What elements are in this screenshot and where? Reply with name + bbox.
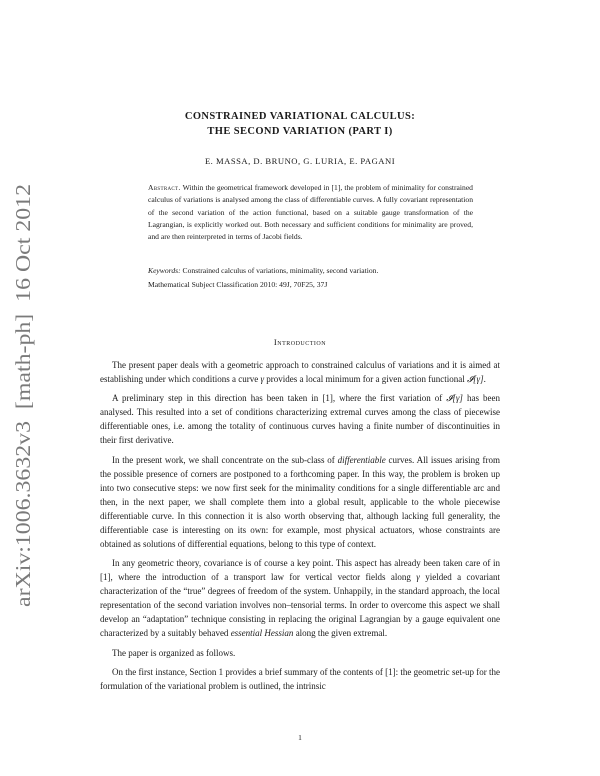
- math-inline: 𝓘[γ]: [466, 374, 484, 384]
- paper-title-line-1: CONSTRAINED VARIATIONAL CALCULUS:: [184, 111, 416, 122]
- arxiv-stamp: [4, 183, 38, 608]
- paragraph-text: provides a local minimum for a given action functional: [264, 374, 467, 384]
- paragraph-text: along the given extremal.: [293, 628, 388, 639]
- emphasis: differentiable: [337, 454, 386, 465]
- paragraph: [100, 646, 500, 660]
- abstract-text: Within the geometrical framework developed in [1], the problem of minimality for constrained calculus of variations is analysed among the class of differentiable curves. A fully covariant representation of the second variation of the action functional, based on a suitable gauge transformation of the Lagrangian, is explicitly worked out. Both necessary and sufficient conditions for minimality are proved, and are then reinterpreted in terms of Jacobi fields.: [148, 183, 473, 242]
- paragraph: [100, 665, 500, 693]
- abstract-label: Abstract.: [148, 183, 181, 192]
- paragraph-text: The paper is organized as follows.: [112, 647, 236, 658]
- keywords-label: Keywords:: [148, 266, 181, 275]
- paragraph-text: On the first instance, Section 1 provides a brief summary of the contents of [1]: the geometric set-up for the formulation of the variational problem is outlined, the intrinsic: [100, 666, 500, 691]
- paragraph-text: has been analysed. This resulted into a set of conditions characterizing extremal curves among the class of piecewise differentiable ones, i.e. among the totality of continuous curves having a finite number of discontinuities in their first derivative.: [100, 393, 500, 446]
- emphasis: essential Hessian: [230, 628, 294, 639]
- paragraph-text: A preliminary step in this direction has been taken in [1], where the first variation of: [112, 393, 447, 404]
- paper-title-line-2: THE SECOND VARIATION (PART I): [207, 126, 393, 137]
- paragraph-text: yielded a covariant characterization of the “true” degrees of freedom of the system. Unhappily, in the standard approach, the local representation of the second variation involves non–tensorial terms. In order to overcome this aspect we shall develop an “adaptation” technique consisting in replacing the original Lagrangian by a gauge equivalent one characterized by a suitably behaved: [100, 572, 500, 639]
- paragraph-text: The present paper deals with a geometric approach to constrained calculus of variations and it is aimed at establishing under which conditions a curve: [100, 360, 500, 384]
- subject-classification: Mathematical Subject Classification 2010: 49J, 70F25, 37J: [148, 280, 328, 289]
- page-number: 1: [298, 733, 302, 742]
- paragraph-text: .: [483, 374, 486, 384]
- paragraph: [100, 358, 500, 386]
- paragraph-text: In any geometric theory, covariance is of course a key point. This aspect has already been taken care of in [1], where the introduction of a transport law for vertical vector fields along: [100, 558, 500, 583]
- arxiv-identifier: arXiv:1006.3632v3 [math-ph] 16 Oct 2012: [11, 234, 35, 607]
- abstract: [148, 182, 473, 243]
- paragraph-text: curves. All issues arising from the possible presence of corners are postponed to a forthcoming paper. In this way, the problem is broken up into two consecutive steps: we now first seek for the minimality conditions for a single differentiable arc and then, in the next paper, we shall complete them into a global result, applicable to the whole piecewise differentiable curve. In this connection it is also worth observing that, although lacking full generality, the differentiable case is interesting on its own: for example, most physical actuators, whose constraints are obtained as solutions of differential equations, belong to this type of context.: [100, 454, 500, 549]
- math-inline: γ: [416, 572, 420, 583]
- paragraph: [100, 391, 500, 447]
- math-inline: γ: [260, 374, 265, 384]
- keywords-text: Constrained calculus of variations, minimality, second variation.: [182, 266, 379, 275]
- paragraph: [100, 453, 500, 551]
- paragraph-text: In the present work, we shall concentrate on the sub-class of: [112, 454, 338, 465]
- section-heading-introduction: Introduction: [273, 337, 327, 347]
- author-list: E. MASSA, D. BRUNO, G. LURIA, E. PAGANI: [204, 156, 396, 166]
- introduction-body: [100, 358, 500, 698]
- paragraph: [100, 556, 500, 640]
- keywords: [148, 265, 478, 277]
- math-inline: 𝓘[γ]: [446, 393, 463, 404]
